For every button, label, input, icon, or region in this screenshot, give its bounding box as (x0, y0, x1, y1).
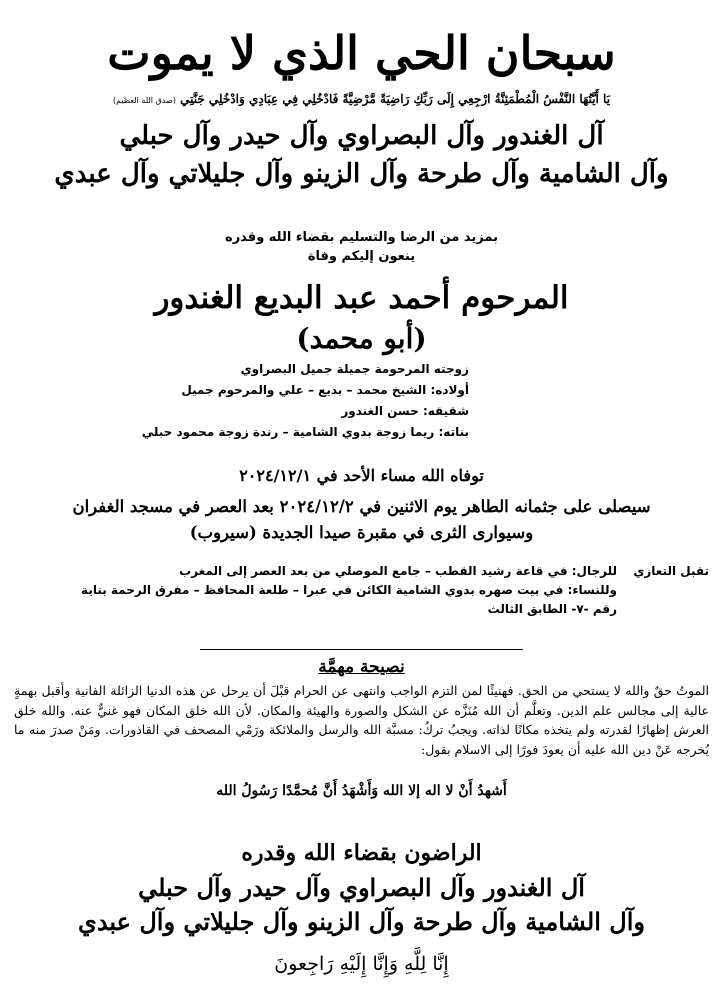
shahada: أَشهدُ أَنْ لا اله إلا الله وَأَشْهَدُ أَنَّ مُحمَّدًا رَسُولُ الله (216, 783, 507, 799)
condolences-section (14, 562, 709, 619)
advice-title (14, 657, 709, 677)
announcement-line-2: ينعون إليكم وفاة (307, 249, 416, 264)
closing-family-line-1: آل الغندور وآل البصراوي وآل حيدر وآل حبلي (138, 873, 585, 902)
announcement-line-1: بمزيد من الرضا والتسليم بقضاء الله وقدره (225, 230, 498, 245)
quran-verse-text: يَا أَيَّتُهَا النَّفْسُ الْمُطْمَئِنَّةُ ارْجِعِي إِلَى رَبِّكِ رَاضِيَةً مَّرْضِيَّةً فَادْخُلِي فِي عِبَادِي وَادْخُلِي جَنَّتِي (180, 92, 611, 106)
death-notice: توفاه الله مساء الأحد في ٢٠٢٤/١٢/١ (239, 466, 484, 485)
relatives-list (14, 359, 709, 443)
funeral-prayer (14, 494, 709, 546)
deceased-name: المرحوم أحمد عبد البديع الغندور (154, 280, 569, 316)
quran-verse-reference: (صدق الله العظيم) (112, 96, 176, 105)
advice-text: الموتُ حقٌ والله لا يستحي من الحق. فهنيئًا لمن التزم الواجب وانتهى عن الحرام قبْلَ أن يرحل عن هذه الدنيا الزائلة الفانية وأقبل بهمةٍ عالية إلى مجالس علم الدين. وتعلَّم أن الله مُنَزَّه عن الشكل والصورة والهيئة والمكان. لأن الله خلق المكان فهو غنيٌّ عنه. والله خلق العرش إظهارًا لقدرته ولم يتخذه مكانًا لذاته. ويجبُ تركُ: مسبَّة الله والرسل والملائكة ورَمْي المصحف في القاذورات. ومَنْ صدرَ منه ما يُخرجه عَنْ دين الله عليه أن يعودَ فورًا إلى الاسلام بقول: (14, 683, 709, 757)
closing-verse: إِنَّا لِلَّهِ وَإِنَّا إِلَيْهِ رَاجِعونَ (274, 953, 449, 975)
condolences-label: تقبل التعازي (633, 564, 709, 578)
advice-title-text: نصيحة مهمَّة (318, 657, 405, 677)
relative-sons: أولاده: الشيخ محمد – بديع – علي والمرحوم جميل (181, 383, 469, 397)
quran-verse (14, 92, 709, 106)
condolences-women-address: رقم -٧- الطابق الثالث (487, 602, 617, 616)
section-divider (200, 649, 523, 650)
relative-brother: شقيقه: حسن الغندور (341, 404, 469, 418)
relative-wife: زوجته المرحومة جميلة جميل البصراوي (240, 362, 469, 376)
header-calligraphy: سبحان الحي الذي لا يموت (107, 26, 616, 80)
funeral-prayer-line-1: سيصلى على جثمانه الطاهر يوم الاثنين في ٢٠٢٤/١٢/٢ بعد العصر في مسجد الغفران (72, 497, 651, 516)
condolences-men: للرجال: في قاعة رشيد القطب – جامع الموصلي من بعد العصر إلى المغرب (179, 564, 617, 578)
condolences-women: وللنساء: في بيت صهره بدوي الشامية الكائن في عبرا – طلعة المحافظ – مفرق الرحمة بناية (81, 583, 617, 597)
closing-line-1: الراضون بقضاء الله وقدره (241, 840, 482, 866)
relative-daughters: بناته: ريما زوجة بدوي الشامية – رندة زوجة محمود حبلي (141, 425, 469, 439)
family-names-line-2: وآل الشامية وآل طرحة وآل الزينو وآل جليلاتي وآل عبدي (54, 159, 669, 189)
announcement (14, 228, 709, 266)
family-names-line-1: آل الغندور وآل البصراوي وآل حيدر وآل حبلي (119, 121, 604, 151)
funeral-burial-line: وسيوارى الثرى في مقبرة صيدا الجديدة (سيروب) (189, 523, 534, 542)
closing-family-line-2: وآل الشامية وآل طرحة وآل الزينو وآل جليلاتي وآل عبدي (78, 907, 645, 936)
deceased-kunya: (أبو محمد) (296, 322, 427, 355)
